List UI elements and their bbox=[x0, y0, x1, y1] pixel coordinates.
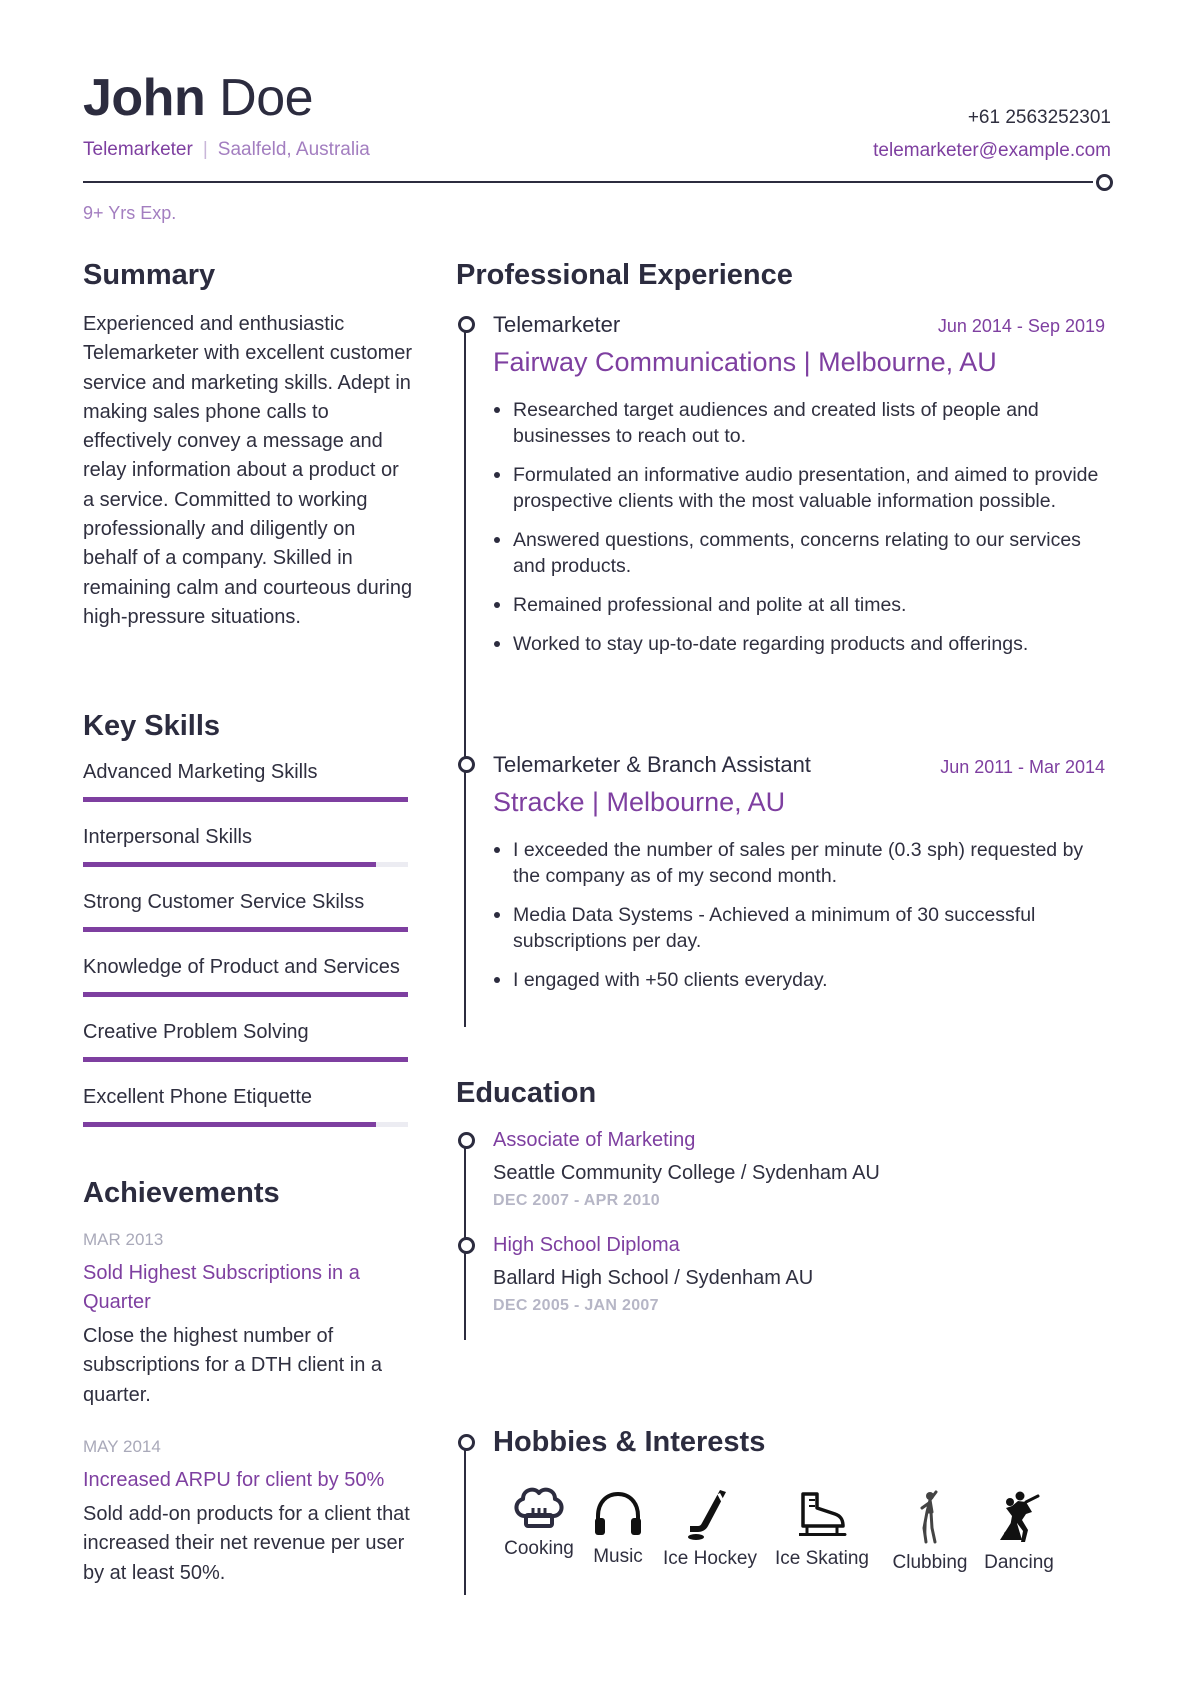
hobby-label: Ice Hockey bbox=[663, 1548, 757, 1569]
achievement-title: Increased ARPU for client by 50% bbox=[83, 1469, 385, 1491]
achievement-date: MAR 2013 bbox=[83, 1230, 164, 1249]
skill-item bbox=[83, 1019, 408, 1062]
hockey-stick-icon bbox=[684, 1490, 736, 1540]
job-dates: Jun 2014 - Sep 2019 bbox=[937, 316, 1105, 336]
hobby-label: Dancing bbox=[984, 1552, 1054, 1573]
skills-heading: Key Skills bbox=[83, 710, 221, 742]
skill-label: Creative Problem Solving bbox=[83, 1021, 309, 1043]
separator: | bbox=[202, 139, 208, 160]
skill-label: Advanced Marketing Skills bbox=[83, 761, 318, 783]
job-bullet: I engaged with +50 clients everyday. bbox=[493, 967, 1108, 993]
divider-end-dot bbox=[1096, 174, 1113, 191]
skill-bar-fill bbox=[83, 1122, 376, 1127]
job-role: Telemarketer bbox=[493, 312, 621, 337]
skill-item bbox=[83, 889, 408, 932]
skill-item bbox=[83, 954, 408, 997]
achievement-item bbox=[83, 1436, 413, 1588]
job-bullet: Answered questions, comments, concerns relating to our services and products. bbox=[493, 527, 1108, 579]
skill-item bbox=[83, 759, 408, 802]
header-subline bbox=[83, 139, 370, 161]
phone-number: +61 2563252301 bbox=[967, 107, 1111, 128]
hobby-label: Ice Skating bbox=[775, 1548, 869, 1569]
skill-label: Interpersonal Skills bbox=[83, 826, 252, 848]
experience-timeline bbox=[464, 330, 466, 1027]
email-link[interactable]: telemarketer@example.com bbox=[873, 140, 1111, 161]
education-heading: Education bbox=[456, 1077, 597, 1109]
skills-list bbox=[83, 759, 408, 1149]
achievement-description: Sold add-on products for a client that increased their net revenue per user by at least 50%. bbox=[83, 1503, 410, 1584]
dancer-icon bbox=[910, 1490, 950, 1544]
skill-bar-fill bbox=[83, 992, 408, 997]
hobby-label: Music bbox=[593, 1546, 643, 1567]
hobby-item bbox=[770, 1490, 874, 1570]
edu-dates: DEC 2007 - APR 2010 bbox=[493, 1192, 660, 1209]
achievement-title: Sold Highest Subscriptions in a Quarter bbox=[83, 1262, 360, 1313]
skill-item bbox=[83, 824, 408, 867]
chef-hat-icon bbox=[511, 1482, 567, 1530]
skill-bar-track bbox=[83, 1057, 408, 1062]
job-bullet: Researched target audiences and created lists of people and businesses to reach out to. bbox=[493, 397, 1108, 449]
timeline-dot bbox=[458, 1434, 475, 1451]
timeline-dot bbox=[458, 1132, 475, 1149]
skill-item bbox=[83, 1084, 408, 1127]
hobby-item bbox=[660, 1490, 760, 1570]
skill-bar-track bbox=[83, 1122, 408, 1127]
experience-years: 9+ Yrs Exp. bbox=[83, 203, 177, 223]
achievements-heading: Achievements bbox=[83, 1177, 280, 1209]
skill-bar-fill bbox=[83, 1057, 408, 1062]
job-bullet: I exceeded the number of sales per minute (0.3 sph) requested by the company as of my second month. bbox=[493, 837, 1108, 889]
achievement-description: Close the highest number of subscriptions for a DTH client in a quarter. bbox=[83, 1325, 383, 1406]
ice-skate-icon bbox=[795, 1490, 849, 1540]
timeline-dot bbox=[458, 756, 475, 773]
last-name: Doe bbox=[219, 69, 314, 127]
job-company: Fairway Communications | Melbourne, AU bbox=[493, 347, 997, 377]
experience-heading: Professional Experience bbox=[456, 259, 793, 291]
summary-heading: Summary bbox=[83, 259, 216, 291]
hobby-label: Clubbing bbox=[892, 1552, 968, 1573]
skill-bar-fill bbox=[83, 862, 376, 867]
summary-text: Experienced and enthusiastic Telemarketer with excellent customer service and marketing skills. Adept in making sales phone calls to effectively convey a message and relay information about a product or a service. Committed to working professionally and diligently on behalf of a company. Skilled in remaining calm and courteous during high-pressure situations. bbox=[83, 313, 413, 628]
contact-block bbox=[873, 106, 1111, 163]
job-dates: Jun 2011 - Mar 2014 bbox=[940, 757, 1105, 777]
skill-bar-track bbox=[83, 927, 408, 932]
achievement-item bbox=[83, 1229, 413, 1410]
skill-bar-track bbox=[83, 862, 408, 867]
skill-label: Knowledge of Product and Services bbox=[83, 956, 400, 978]
skill-bar-track bbox=[83, 992, 408, 997]
edu-school: Ballard High School / Sydenham AU bbox=[493, 1267, 814, 1289]
job-company: Stracke | Melbourne, AU bbox=[493, 787, 786, 817]
edu-degree: Associate of Marketing bbox=[493, 1129, 696, 1151]
candidate-name bbox=[83, 68, 313, 128]
achievement-date: MAY 2014 bbox=[83, 1437, 161, 1456]
skill-label: Strong Customer Service Skilss bbox=[83, 891, 365, 913]
skill-bar-fill bbox=[83, 927, 408, 932]
job-bullet: Formulated an informative audio presentation, and aimed to provide prospective clients with the most valuable information possible. bbox=[493, 462, 1108, 514]
location: Saalfeld, Australia bbox=[217, 139, 370, 160]
job-role: Telemarketer & Branch Assistant bbox=[493, 752, 811, 777]
edu-dates: DEC 2005 - JAN 2007 bbox=[493, 1297, 659, 1314]
job-bullet: Worked to stay up-to-date regarding products and offerings. bbox=[493, 631, 1108, 657]
skill-bar-track bbox=[83, 797, 408, 802]
hobby-item bbox=[974, 1490, 1064, 1574]
timeline-dot bbox=[458, 316, 475, 333]
skill-label: Excellent Phone Etiquette bbox=[83, 1086, 313, 1108]
job-bullets bbox=[493, 397, 1108, 670]
headphones-icon bbox=[592, 1490, 644, 1538]
timeline-dot bbox=[458, 1237, 475, 1254]
header-divider bbox=[83, 181, 1093, 183]
hobby-item bbox=[499, 1482, 579, 1560]
dancing-couple-icon bbox=[992, 1490, 1046, 1544]
job-bullet: Remained professional and polite at all times. bbox=[493, 592, 1108, 618]
hobby-item bbox=[882, 1490, 978, 1574]
hobbies-timeline bbox=[464, 1449, 466, 1595]
skill-bar-fill bbox=[83, 797, 408, 802]
first-name: John bbox=[83, 69, 206, 127]
hobbies-heading: Hobbies & Interests bbox=[493, 1426, 766, 1458]
job-bullets bbox=[493, 837, 1108, 1006]
edu-degree: High School Diploma bbox=[493, 1234, 680, 1256]
edu-school: Seattle Community College / Sydenham AU bbox=[493, 1162, 880, 1184]
job-bullet: Media Data Systems - Achieved a minimum of 30 successful subscriptions per day. bbox=[493, 902, 1108, 954]
hobby-item bbox=[583, 1490, 653, 1568]
hobby-label: Cooking bbox=[504, 1538, 574, 1559]
job-title: Telemarketer bbox=[83, 139, 193, 160]
